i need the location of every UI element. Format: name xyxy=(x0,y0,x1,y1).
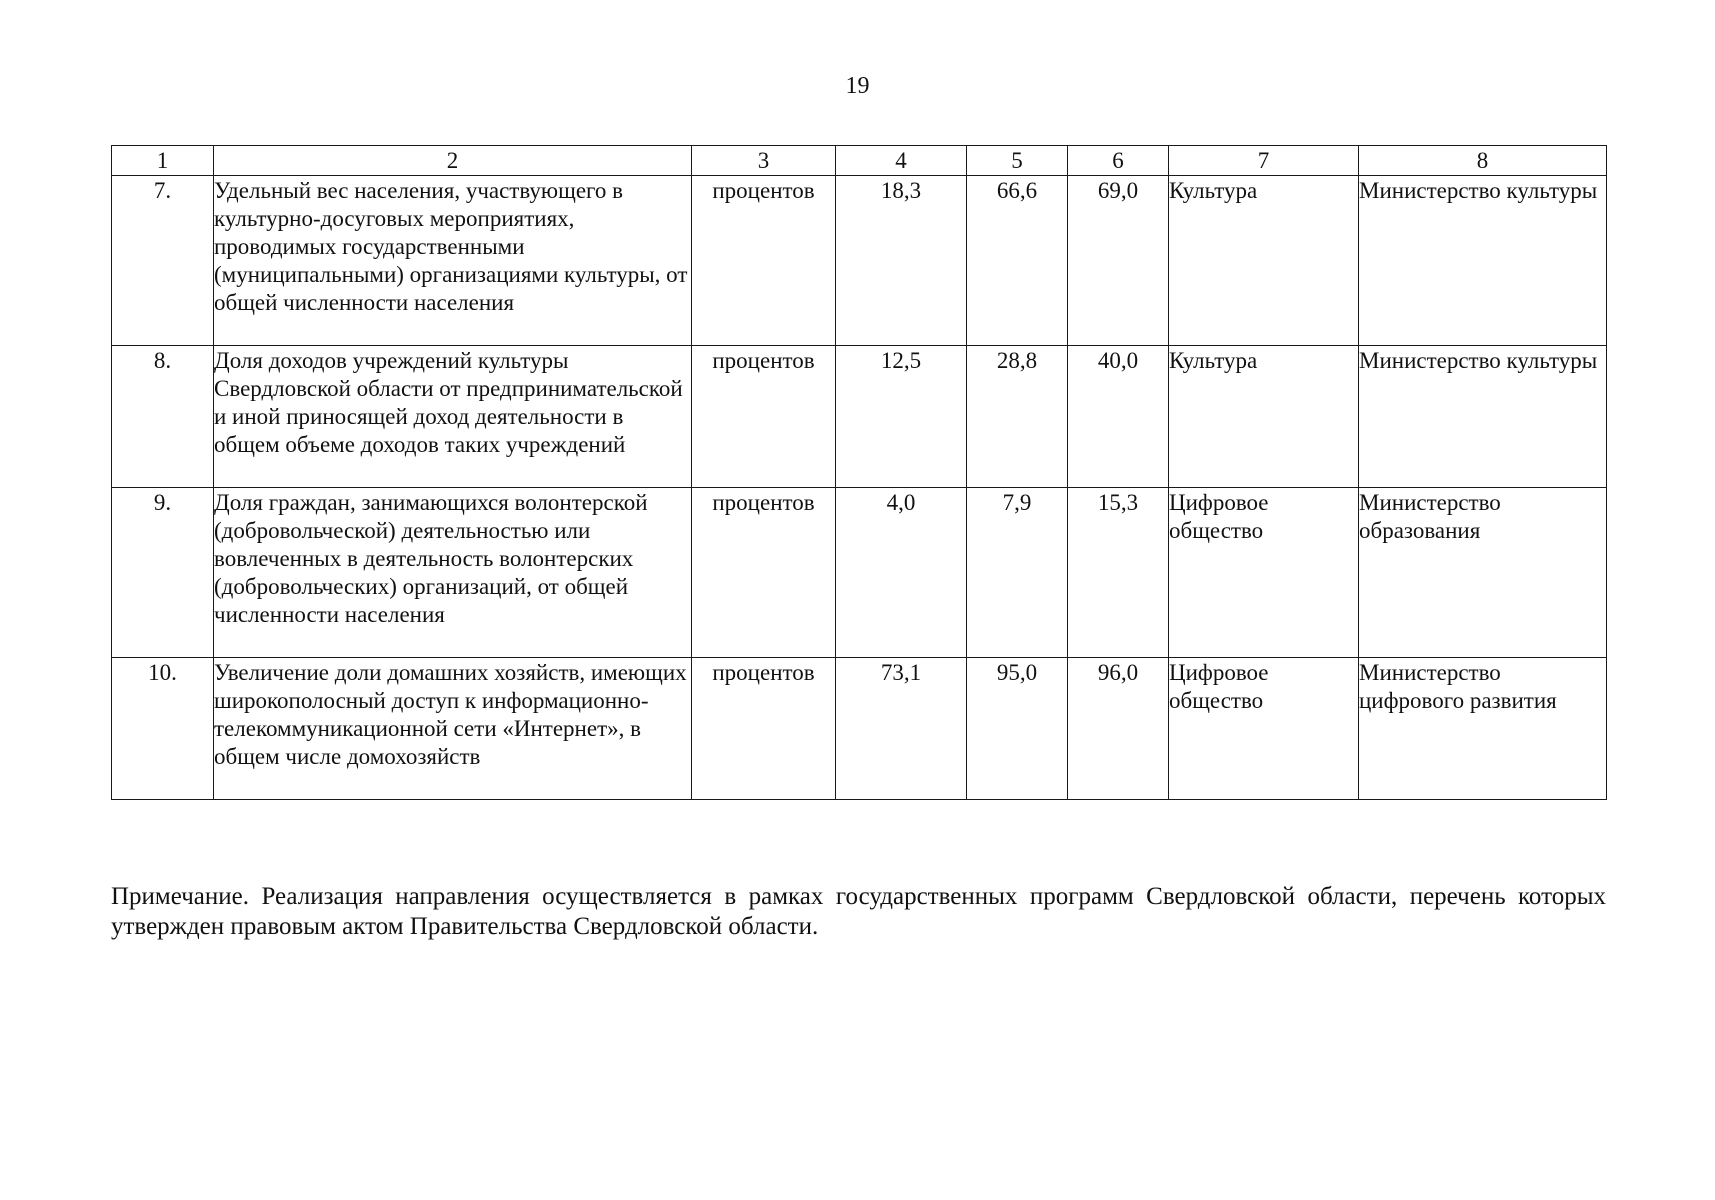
program-cell: Цифровое общество xyxy=(1169,658,1359,800)
responsible-cell: Министерство цифрового развития xyxy=(1359,658,1607,800)
unit-cell: процентов xyxy=(692,488,836,658)
table-row xyxy=(112,488,1607,658)
value-col-5: 66,6 xyxy=(967,176,1068,346)
indicator-name: Увеличение доли домашних хозяйств, имеющих широкополосный доступ к информационно-телекоммуникационной сети «Интернет», в общем числе домохозяйств xyxy=(214,658,692,800)
indicators-table xyxy=(111,145,1607,800)
value-col-6: 40,0 xyxy=(1068,346,1169,488)
row-number: 10. xyxy=(112,658,214,800)
indicator-name: Доля доходов учреждений культуры Свердловской области от предпринимательской и иной приносящей доход деятельности в общем объеме доходов таких учреждений xyxy=(214,346,692,488)
value-col-4: 4,0 xyxy=(836,488,967,658)
unit-cell: процентов xyxy=(692,658,836,800)
value-col-6: 69,0 xyxy=(1068,176,1169,346)
unit-cell: процентов xyxy=(692,346,836,488)
value-col-6: 15,3 xyxy=(1068,488,1169,658)
value-col-5: 95,0 xyxy=(967,658,1068,800)
table-row xyxy=(112,176,1607,346)
column-header-5: 5 xyxy=(967,146,1068,176)
column-header-4: 4 xyxy=(836,146,967,176)
value-col-4: 73,1 xyxy=(836,658,967,800)
column-header-8: 8 xyxy=(1359,146,1607,176)
unit-cell: процентов xyxy=(692,176,836,346)
program-cell: Культура xyxy=(1169,176,1359,346)
note-paragraph: Примечание. Реализация направления осуществляется в рамках государственных программ Свердловской области, перечень которых утвержден правовым актом Правительства Свердловской области. xyxy=(111,883,1606,940)
column-header-2: 2 xyxy=(214,146,692,176)
column-header-6: 6 xyxy=(1068,146,1169,176)
table-row xyxy=(112,658,1607,800)
column-header-1: 1 xyxy=(112,146,214,176)
column-header-3: 3 xyxy=(692,146,836,176)
column-header-7: 7 xyxy=(1169,146,1359,176)
value-col-6: 96,0 xyxy=(1068,658,1169,800)
value-col-5: 28,8 xyxy=(967,346,1068,488)
program-cell: Цифровое общество xyxy=(1169,488,1359,658)
program-cell: Культура xyxy=(1169,346,1359,488)
responsible-cell: Министерство культуры xyxy=(1359,176,1607,346)
value-col-5: 7,9 xyxy=(967,488,1068,658)
row-number: 7. xyxy=(112,176,214,346)
row-number: 8. xyxy=(112,346,214,488)
table-row xyxy=(112,346,1607,488)
responsible-cell: Министерство культуры xyxy=(1359,346,1607,488)
table-header-row xyxy=(112,146,1607,176)
value-col-4: 12,5 xyxy=(836,346,967,488)
indicator-name: Удельный вес населения, участвующего в культурно-досуговых мероприятиях, проводимых государственными (муниципальными) организациями культуры, от общей численности населения xyxy=(214,176,692,346)
indicator-name: Доля граждан, занимающихся волонтерской (добровольческой) деятельностью или вовлеченных в деятельность волонтерских (добровольческих) организаций, от общей численности населения xyxy=(214,488,692,658)
value-col-4: 18,3 xyxy=(836,176,967,346)
row-number: 9. xyxy=(112,488,214,658)
responsible-cell: Министерство образования xyxy=(1359,488,1607,658)
page-number: 19 xyxy=(845,73,870,99)
